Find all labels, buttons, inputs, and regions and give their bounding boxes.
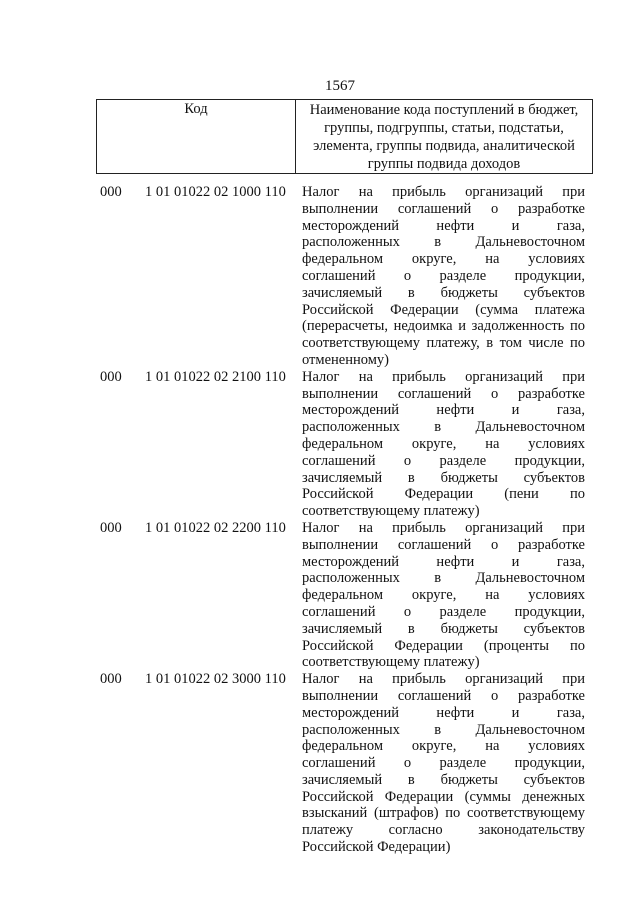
row-budget-code: 1 01 01022 02 2200 110 bbox=[145, 519, 286, 536]
header-row bbox=[97, 100, 593, 174]
code-column-header: Код bbox=[97, 100, 296, 174]
table-row bbox=[0, 671, 640, 856]
row-budget-code: 1 01 01022 02 2100 110 bbox=[145, 368, 286, 385]
row-group-code: 000 bbox=[100, 184, 122, 200]
row-group-code: 000 bbox=[100, 519, 122, 536]
row-description: Налог на прибыль организаций при выполнении соглашений о разработке месторождений нефти и газа, расположенных в Дальневосточном федеральном округе, на условиях соглашений о разделе продукции, зачисляемый в бюджеты субъектов Российской Федерации (проценты по соответствующему платежу) bbox=[302, 519, 585, 671]
name-column-header: Наименование кода поступлений в бюджет, группы, подгруппы, статьи, подстатьи, элемента, группы подвида, аналитической группы подвида доходов bbox=[296, 100, 593, 174]
header-table bbox=[96, 99, 593, 174]
row-budget-code: 1 01 01022 02 1000 110 bbox=[145, 184, 286, 200]
table-row bbox=[0, 369, 640, 520]
row-group-code: 000 bbox=[100, 671, 122, 688]
page-number: 1567 bbox=[325, 78, 355, 94]
row-group-code: 000 bbox=[100, 368, 122, 385]
income-codes-list bbox=[0, 184, 640, 856]
table-row bbox=[0, 184, 640, 369]
row-description: Налог на прибыль организаций при выполнении соглашений о разработке месторождений нефти и газа, расположенных в Дальневосточном федеральном округе, на условиях соглашений о разделе продукции, зачисляемый в бюджеты субъектов Российской Федерации (сумма платежа (перерасчеты, недоимка и задолженность по соответствующему платежу, в том числе по отмененному) bbox=[302, 184, 585, 368]
row-description: Налог на прибыль организаций при выполнении соглашений о разработке месторождений нефти и газа, расположенных в Дальневосточном федеральном округе, на условиях соглашений о разделе продукции, зачисляемый в бюджеты субъектов Российской Федерации (суммы денежных взысканий (штрафов) по соответствующему платежу согласно законодательству Российской Федерации) bbox=[302, 671, 585, 856]
table-row bbox=[0, 520, 640, 671]
row-budget-code: 1 01 01022 02 3000 110 bbox=[145, 671, 286, 688]
row-description: Налог на прибыль организаций при выполнении соглашений о разработке месторождений нефти и газа, расположенных в Дальневосточном федеральном округе, на условиях соглашений о разделе продукции, зачисляемый в бюджеты субъектов Российской Федерации (пени по соответствующему платежу) bbox=[302, 368, 585, 520]
